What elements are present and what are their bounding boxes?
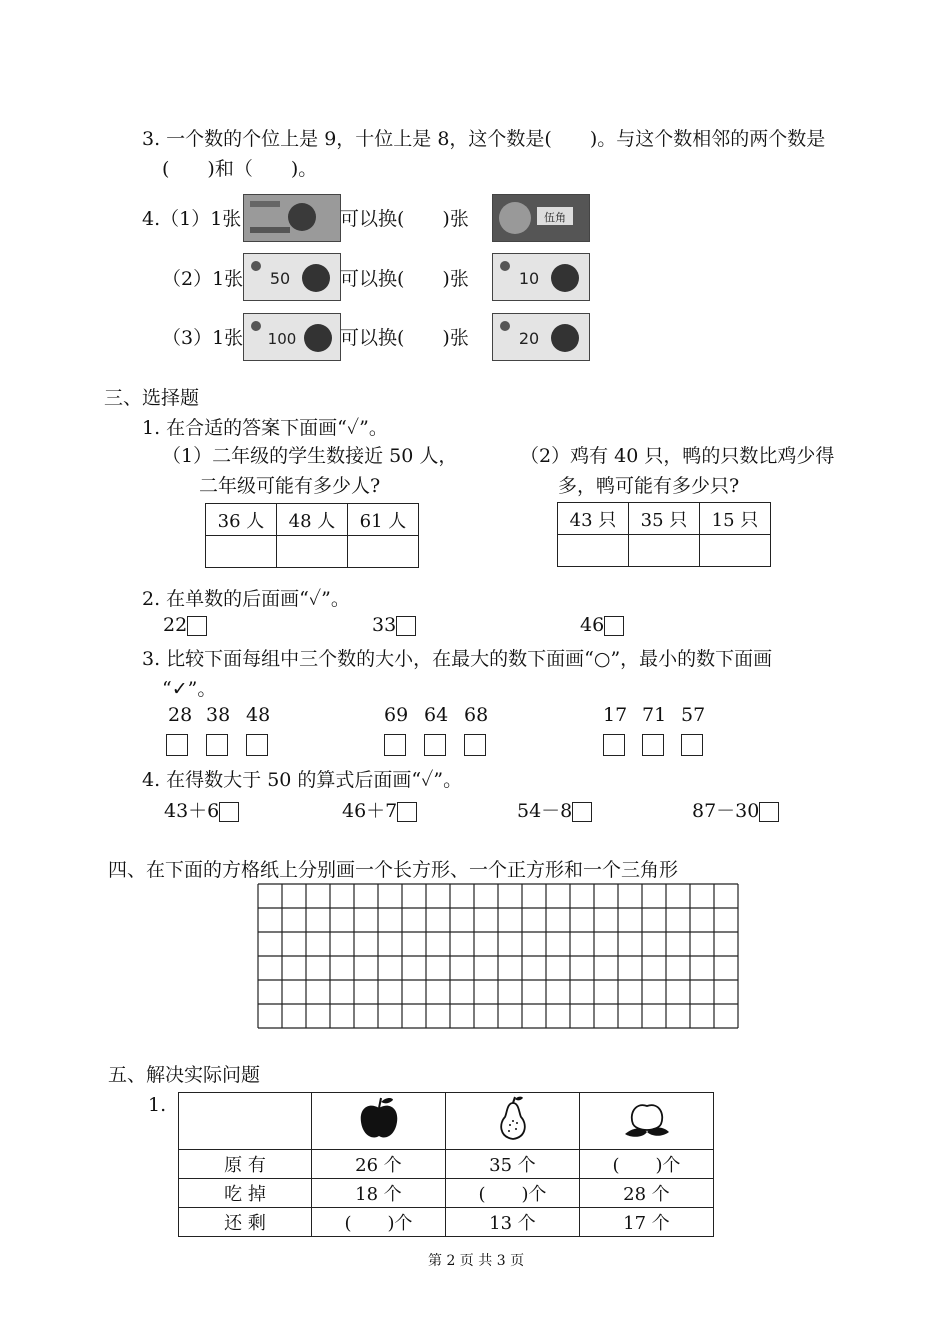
apple-header — [312, 1093, 446, 1150]
page-number: 第 2 页 共 3 页 — [428, 1253, 525, 1269]
option-cell: 43 只 — [558, 503, 629, 535]
group-number: 38 — [206, 704, 231, 726]
banknote-10-yuan-image — [492, 253, 590, 301]
number-label: 33 — [372, 614, 397, 636]
note-3-left: 100 — [267, 330, 297, 348]
s3-q1b-line1: （2）鸡有 40 只，鸭的只数比鸡少得 — [520, 445, 835, 467]
note-1-label: 伍角 — [544, 211, 566, 224]
answer-box[interactable] — [604, 616, 624, 636]
expr-item — [342, 796, 417, 823]
option-cell: 15 只 — [700, 503, 771, 535]
peach-icon — [621, 1098, 673, 1140]
expr-label: 54－8 — [517, 800, 573, 822]
group-number: 64 — [424, 704, 449, 726]
answer-box[interactable] — [603, 734, 625, 756]
section4-title: 四、在下面的方格纸上分别画一个长方形、一个正方形和一个三角形 — [108, 859, 679, 881]
answer-box[interactable] — [206, 734, 228, 756]
answer-box[interactable] — [759, 802, 779, 822]
answer-box[interactable] — [384, 734, 406, 756]
group-number: 69 — [384, 704, 409, 726]
q4-1-mid: 可以换( )张 — [340, 208, 469, 230]
section5-title: 五、解决实际问题 — [108, 1064, 261, 1086]
q3-line2: ( )和（ )。 — [162, 158, 318, 180]
answer-cell[interactable] — [277, 536, 348, 568]
answer-cell[interactable] — [700, 535, 771, 567]
table-cell[interactable]: ( )个 — [312, 1208, 446, 1237]
q4-1-prefix: 4.（1）1张 — [142, 208, 242, 230]
answer-box[interactable] — [464, 734, 486, 756]
banknote-5-jiao-image — [492, 194, 590, 242]
s3-q3-line2: “✓”。 — [162, 678, 217, 700]
peach-header — [580, 1093, 714, 1150]
s3-q1b-line2: 多，鸭可能有多少只? — [558, 475, 740, 497]
expr-label: 46＋7 — [342, 800, 398, 822]
answer-box[interactable] — [396, 616, 416, 636]
apple-icon — [357, 1096, 401, 1142]
s3-q1-stem: 1. 在合适的答案下面画“✓”。 — [142, 417, 388, 439]
corner-cell — [179, 1093, 312, 1150]
expr-item — [692, 796, 779, 823]
s3-q1a-line2: 二年级可能有多少人? — [199, 475, 381, 497]
number-label: 46 — [580, 614, 605, 636]
answer-box[interactable] — [572, 802, 592, 822]
graph-paper-grid[interactable] — [257, 883, 739, 1029]
group-number: 68 — [464, 704, 489, 726]
expr-label: 87－30 — [692, 800, 760, 822]
answer-cell[interactable] — [348, 536, 419, 568]
expr-item — [517, 796, 592, 823]
table-cell: 13 个 — [446, 1208, 580, 1237]
row-label: 吃 掉 — [179, 1179, 312, 1208]
answer-cell[interactable] — [629, 535, 700, 567]
s3-q2-item-46 — [580, 614, 624, 636]
s3-q3-line1: 3. 比较下面每组中三个数的大小，在最大的数下面画“○”，最小的数下面画 — [142, 648, 773, 670]
s3-q2-item-22 — [163, 614, 207, 636]
expr-label: 43＋6 — [164, 800, 220, 822]
banknote-1-yuan-image — [243, 194, 341, 242]
s5-q1-number: 1. — [148, 1094, 167, 1116]
pear-icon — [493, 1095, 533, 1143]
table-cell[interactable]: ( )个 — [580, 1150, 714, 1179]
s3-q4-stem: 4. 在得数大于 50 的算式后面画“✓”。 — [142, 769, 463, 791]
answer-box[interactable] — [424, 734, 446, 756]
banknote-100-yuan-image — [243, 313, 341, 361]
note-2-left: 50 — [269, 269, 291, 288]
q3-line1: 3. 一个数的个位上是 9，十位上是 8，这个数是( )。与这个数相邻的两个数是 — [142, 128, 826, 150]
row-label: 还 剩 — [179, 1208, 312, 1237]
answer-box[interactable] — [397, 802, 417, 822]
number-label: 22 — [163, 614, 188, 636]
answer-box[interactable] — [166, 734, 188, 756]
q4-3-mid: 可以换( )张 — [340, 327, 469, 349]
note-3-right: 20 — [518, 329, 540, 348]
s3-q2-stem: 2. 在单数的后面画“✓”。 — [142, 588, 350, 610]
s3-q1a-table — [205, 503, 419, 568]
pear-header — [446, 1093, 580, 1150]
option-cell: 48 人 — [277, 504, 348, 536]
answer-box[interactable] — [187, 616, 207, 636]
q4-2-prefix: （2）1张 — [162, 268, 244, 290]
table-cell: 17 个 — [580, 1208, 714, 1237]
banknote-20-yuan-image — [492, 313, 590, 361]
answer-box[interactable] — [246, 734, 268, 756]
s3-q1a-line1: （1）二年级的学生数接近 50 人， — [162, 445, 458, 467]
table-cell[interactable]: ( )个 — [446, 1179, 580, 1208]
table-cell: 18 个 — [312, 1179, 446, 1208]
s3-q1b-table — [557, 502, 771, 567]
q4-2-mid: 可以换( )张 — [340, 268, 469, 290]
answer-cell[interactable] — [558, 535, 629, 567]
answer-box[interactable] — [681, 734, 703, 756]
option-cell: 35 只 — [629, 503, 700, 535]
fruit-table — [178, 1092, 714, 1237]
group-number: 48 — [246, 704, 271, 726]
group-number: 57 — [681, 704, 706, 726]
table-cell: 28 个 — [580, 1179, 714, 1208]
group-number: 71 — [642, 704, 667, 726]
table-cell: 26 个 — [312, 1150, 446, 1179]
s3-q2-item-33 — [372, 614, 416, 636]
row-label: 原 有 — [179, 1150, 312, 1179]
answer-box[interactable] — [219, 802, 239, 822]
banknote-50-yuan-image — [243, 253, 341, 301]
group-number: 17 — [603, 704, 628, 726]
expr-item — [164, 796, 239, 823]
note-2-right: 10 — [518, 269, 540, 288]
table-cell: 35 个 — [446, 1150, 580, 1179]
group-number: 28 — [168, 704, 193, 726]
option-cell: 36 人 — [206, 504, 277, 536]
answer-cell[interactable] — [206, 536, 277, 568]
option-cell: 61 人 — [348, 504, 419, 536]
q4-3-prefix: （3）1张 — [162, 327, 244, 349]
answer-box[interactable] — [642, 734, 664, 756]
section3-title: 三、选择题 — [104, 387, 200, 409]
